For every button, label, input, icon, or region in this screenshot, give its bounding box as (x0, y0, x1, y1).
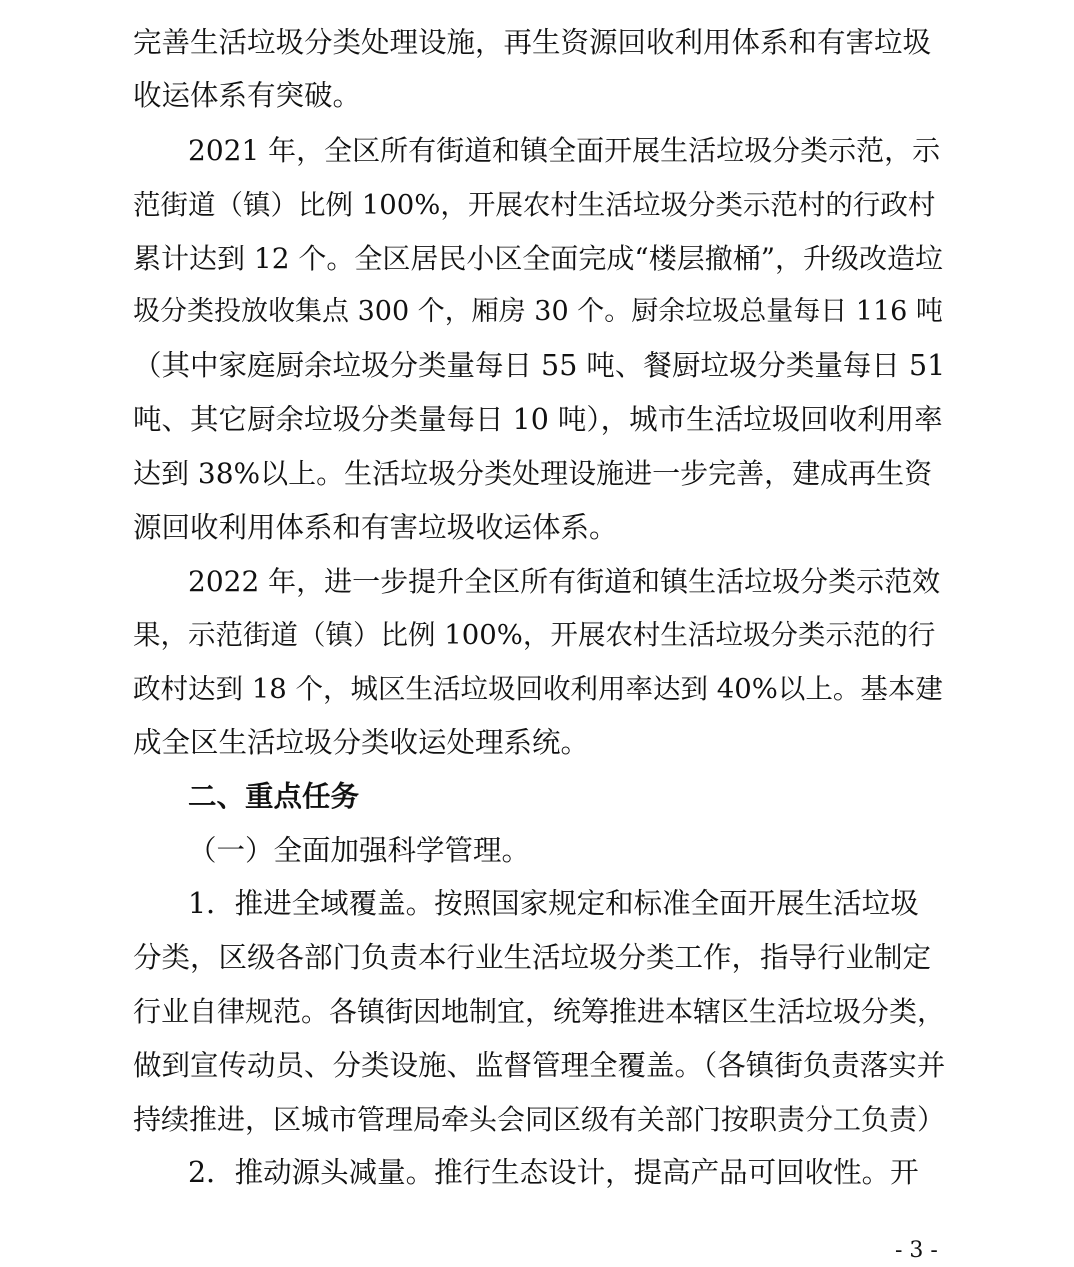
body-text-line: 源回收利用体系和有害垃圾收运体系。 (133, 511, 618, 544)
body-text-line: （其中家庭厨余垃圾分类量每日 55 吨、餐厨垃圾分类量每日 51 (133, 349, 946, 382)
body-text-line: 达到 38%以上。生活垃圾分类处理设施进一步完善，建成再生资 (133, 457, 933, 490)
paragraph-first-line: 2022 年，进一步提升全区所有街道和镇生活垃圾分类示范效 (188, 565, 941, 598)
body-text-line: 圾分类投放收集点 300 个，厢房 30 个。厨余垃圾总量每日 116 吨 (133, 296, 943, 327)
section-heading: 二、重点任务 (188, 780, 360, 813)
body-text-line: 政村达到 18 个，城区生活垃圾回收利用率达到 40%以上。基本建 (133, 673, 943, 705)
body-text-line: 做到宣传动员、分类设施、监督管理全覆盖。（各镇街负责落实并 (133, 1049, 946, 1082)
subsection-heading: （一）全面加强科学管理。 (188, 834, 531, 867)
page-number: - 3 - (895, 1238, 938, 1263)
body-text-line: 累计达到 12 个。全区居民小区全面完成“楼层撤桶”，升级改造垃 (133, 242, 944, 275)
paragraph-first-line: 2．推动源头减量。推行生态设计，提高产品可回收性。开 (188, 1156, 919, 1189)
body-text-line: 行业自律规范。各镇街因地制宜，统筹推进本辖区生活垃圾分类， (133, 995, 946, 1028)
body-text-line: 分类，区级各部门负责本行业生活垃圾分类工作，指导行业制定 (133, 941, 932, 974)
paragraph-first-line: 2021 年，全区所有街道和镇全面开展生活垃圾分类示范，示 (188, 134, 941, 167)
body-text-line: 吨、其它厨余垃圾分类量每日 10 吨），城市生活垃圾回收利用率 (133, 403, 943, 436)
body-text-line: 成全区生活垃圾分类收运处理系统。 (133, 726, 590, 759)
body-text-line: 果，示范街道（镇）比例 100%，开展农村生活垃圾分类示范的行 (133, 619, 936, 651)
paragraph-first-line: 1．推进全域覆盖。按照国家规定和标准全面开展生活垃圾 (188, 887, 919, 920)
body-text-line: 完善生活垃圾分类处理设施，再生资源回收利用体系和有害垃圾 (133, 26, 932, 59)
body-text-line: 收运体系有突破。 (133, 79, 362, 112)
body-text-line: 持续推进，区城市管理局牵头会同区级有关部门按职责分工负责） (133, 1103, 946, 1136)
body-text-line: 范街道（镇）比例 100%，开展农村生活垃圾分类示范村的行政村 (133, 189, 936, 221)
